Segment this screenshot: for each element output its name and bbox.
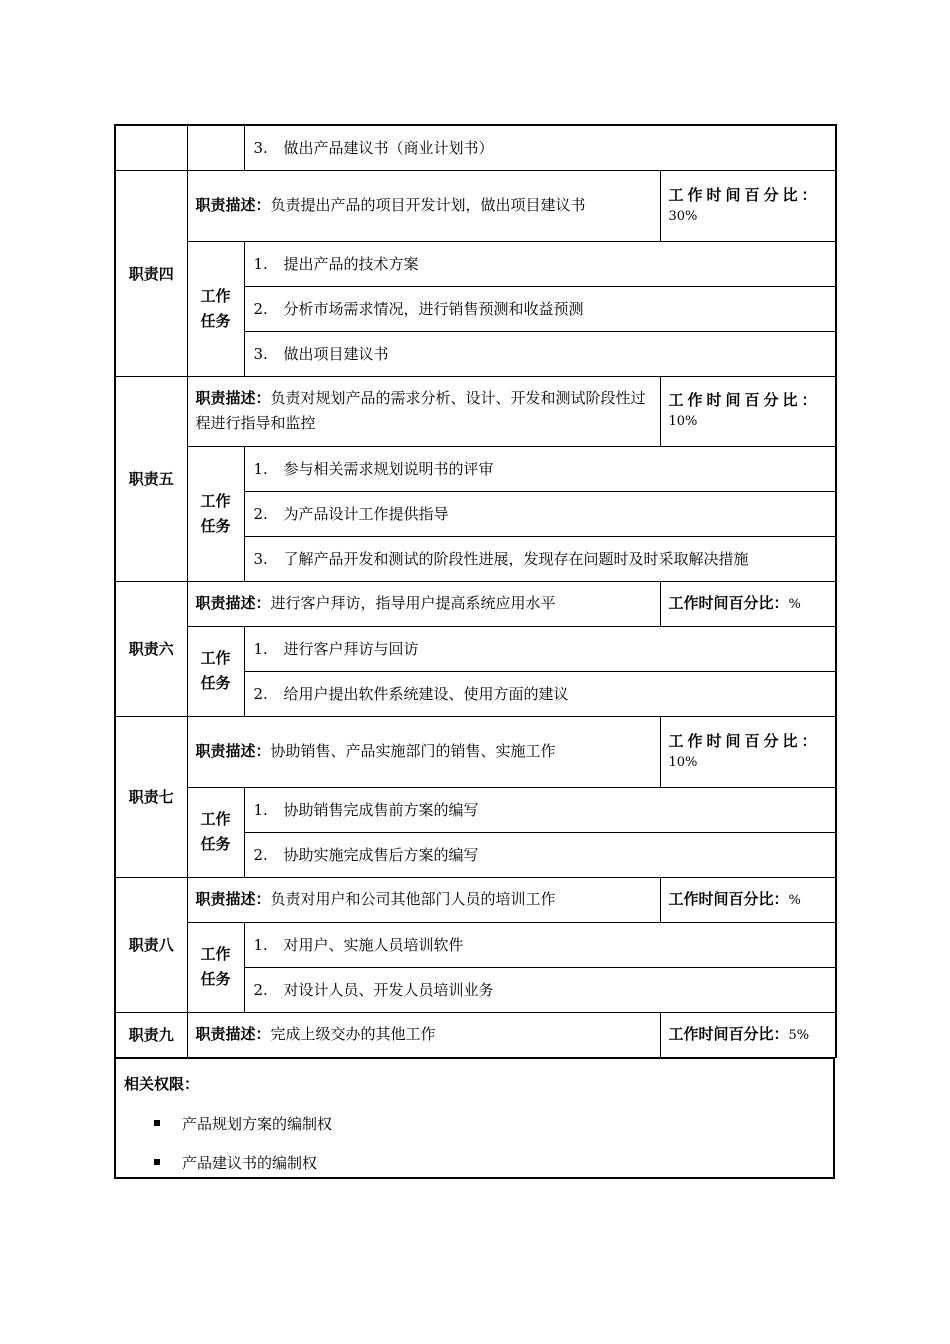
- duty-title: 职责四: [115, 170, 187, 376]
- pct-label: 工作时间百分比：: [668, 731, 821, 750]
- desc-text: 负责对规划产品的需求分析、设计、开发和测试阶段性过程进行指导和监控: [195, 389, 646, 432]
- table-row: [115, 241, 836, 286]
- time-percentage: [660, 877, 836, 922]
- table-row: [115, 170, 836, 241]
- duty-description: [187, 1012, 660, 1057]
- time-percentage: [660, 170, 836, 241]
- task-item: [244, 125, 836, 170]
- authority-item-text: 产品建议书的编制权: [182, 1153, 318, 1172]
- pct-label: 工作时间百分比：: [668, 185, 821, 204]
- desc-text: 负责提出产品的项目开发计划，做出项目建议书: [270, 196, 586, 214]
- pct-value: %: [788, 596, 801, 612]
- time-percentage: [660, 1012, 836, 1057]
- task-text: 做出产品建议书（商业计划书）: [283, 139, 494, 158]
- duty-title: 职责八: [115, 877, 187, 1012]
- table-row: [115, 581, 836, 626]
- duty-description: [187, 716, 660, 787]
- task-item: [244, 491, 836, 536]
- task-text: 对设计人员、开发人员培训业务: [283, 981, 494, 999]
- pct-value: 30%: [668, 208, 698, 224]
- task-number: 1.: [253, 255, 268, 273]
- table-row: [115, 1012, 836, 1057]
- task-item: [244, 967, 836, 1012]
- table-row: [115, 922, 836, 967]
- task-text: 为产品设计工作提供指导: [283, 505, 449, 523]
- pct-label: 工作时间百分比：: [668, 1024, 789, 1043]
- time-percentage: [660, 716, 836, 787]
- desc-text: 协助销售、产品实施部门的销售、实施工作: [270, 742, 556, 760]
- task-number: 1.: [253, 801, 268, 819]
- duty-description: [187, 581, 660, 626]
- task-item: [244, 331, 836, 376]
- desc-text: 进行客户拜访，指导用户提高系统应用水平: [270, 594, 556, 612]
- task-item: [244, 241, 836, 286]
- desc-text: 负责对用户和公司其他部门人员的培训工作: [270, 890, 556, 908]
- duty-title: 职责五: [115, 376, 187, 581]
- task-text: 提出产品的技术方案: [283, 255, 419, 273]
- work-tasks-label: 工作 任务: [187, 922, 244, 1012]
- work-tasks-label: 工作 任务: [187, 626, 244, 716]
- desc-label: 职责描述：: [195, 890, 271, 908]
- duty-description: [187, 877, 660, 922]
- time-percentage: [660, 581, 836, 626]
- task-number: 2.: [253, 846, 268, 864]
- table-row: [115, 877, 836, 922]
- desc-label: 职责描述：: [195, 594, 271, 612]
- duties-table: [114, 124, 837, 1058]
- pct-value: 5%: [788, 1027, 810, 1043]
- desc-label: 职责描述：: [195, 1025, 271, 1043]
- task-text: 参与相关需求规划说明书的评审: [283, 460, 494, 478]
- bullet-icon: [154, 1159, 160, 1165]
- work-tasks-label: 工作 任务: [187, 241, 244, 376]
- desc-text: 完成上级交办的其他工作: [270, 1025, 436, 1043]
- task-item: [244, 626, 836, 671]
- task-text: 对用户、实施人员培训软件: [283, 936, 464, 954]
- task-text: 给用户提出软件系统建设、使用方面的建议: [283, 685, 569, 703]
- job-description-page: [114, 124, 835, 1179]
- authority-section: [114, 1058, 835, 1179]
- duty-title: 职责六: [115, 581, 187, 716]
- time-percentage: [660, 376, 836, 446]
- desc-label: 职责描述：: [195, 389, 271, 407]
- duty-description: [187, 170, 660, 241]
- authority-title: 相关权限：: [124, 1074, 200, 1093]
- bullet-icon: [154, 1120, 160, 1126]
- task-item: [244, 787, 836, 832]
- pct-value: %: [788, 892, 801, 908]
- task-number: 3.: [253, 139, 268, 158]
- task-text: 了解产品开发和测试的阶段性进展，发现存在问题时及时采取解决措施: [283, 550, 749, 568]
- desc-label: 职责描述：: [195, 742, 271, 760]
- duty-title: 职责七: [115, 716, 187, 877]
- table-row: [115, 626, 836, 671]
- task-number: 2.: [253, 505, 268, 523]
- task-item: [244, 671, 836, 716]
- table-row: [115, 787, 836, 832]
- task-text: 做出项目建议书: [283, 345, 389, 363]
- task-number: 3.: [253, 550, 268, 568]
- table-row: [115, 125, 836, 170]
- task-number: 2.: [253, 981, 268, 999]
- task-text: 进行客户拜访与回访: [283, 640, 419, 658]
- empty-cell: [115, 125, 187, 170]
- authority-item: [154, 1152, 317, 1173]
- work-tasks-label: 工作 任务: [187, 787, 244, 877]
- task-item: [244, 536, 836, 581]
- task-number: 2.: [253, 685, 268, 703]
- table-row: [115, 716, 836, 787]
- authority-item: [154, 1113, 332, 1134]
- work-tasks-label: 工作 任务: [187, 446, 244, 581]
- task-item: [244, 922, 836, 967]
- task-number: 1.: [253, 936, 268, 954]
- pct-value: 10%: [668, 414, 698, 429]
- task-number: 3.: [253, 345, 268, 363]
- task-item: [244, 446, 836, 491]
- task-item: [244, 832, 836, 877]
- duty-description: [187, 376, 660, 446]
- task-text: 协助销售完成售前方案的编写: [283, 801, 479, 819]
- task-number: 1.: [253, 460, 268, 478]
- table-row: [115, 446, 836, 491]
- task-text: 分析市场需求情况，进行销售预测和收益预测: [283, 300, 584, 318]
- desc-label: 职责描述：: [195, 196, 271, 214]
- task-number: 1.: [253, 640, 268, 658]
- pct-label: 工作时间百分比：: [668, 593, 789, 612]
- authority-item-text: 产品规划方案的编制权: [182, 1114, 333, 1133]
- duty-title: 职责九: [115, 1012, 187, 1057]
- pct-value: 10%: [668, 754, 698, 770]
- pct-label: 工作时间百分比：: [668, 889, 789, 908]
- pct-label: 工作时间百分比：: [668, 391, 821, 409]
- task-text: 协助实施完成售后方案的编写: [283, 846, 479, 864]
- empty-cell: [187, 125, 244, 170]
- table-row: [115, 376, 836, 446]
- task-item: [244, 286, 836, 331]
- task-number: 2.: [253, 300, 268, 318]
